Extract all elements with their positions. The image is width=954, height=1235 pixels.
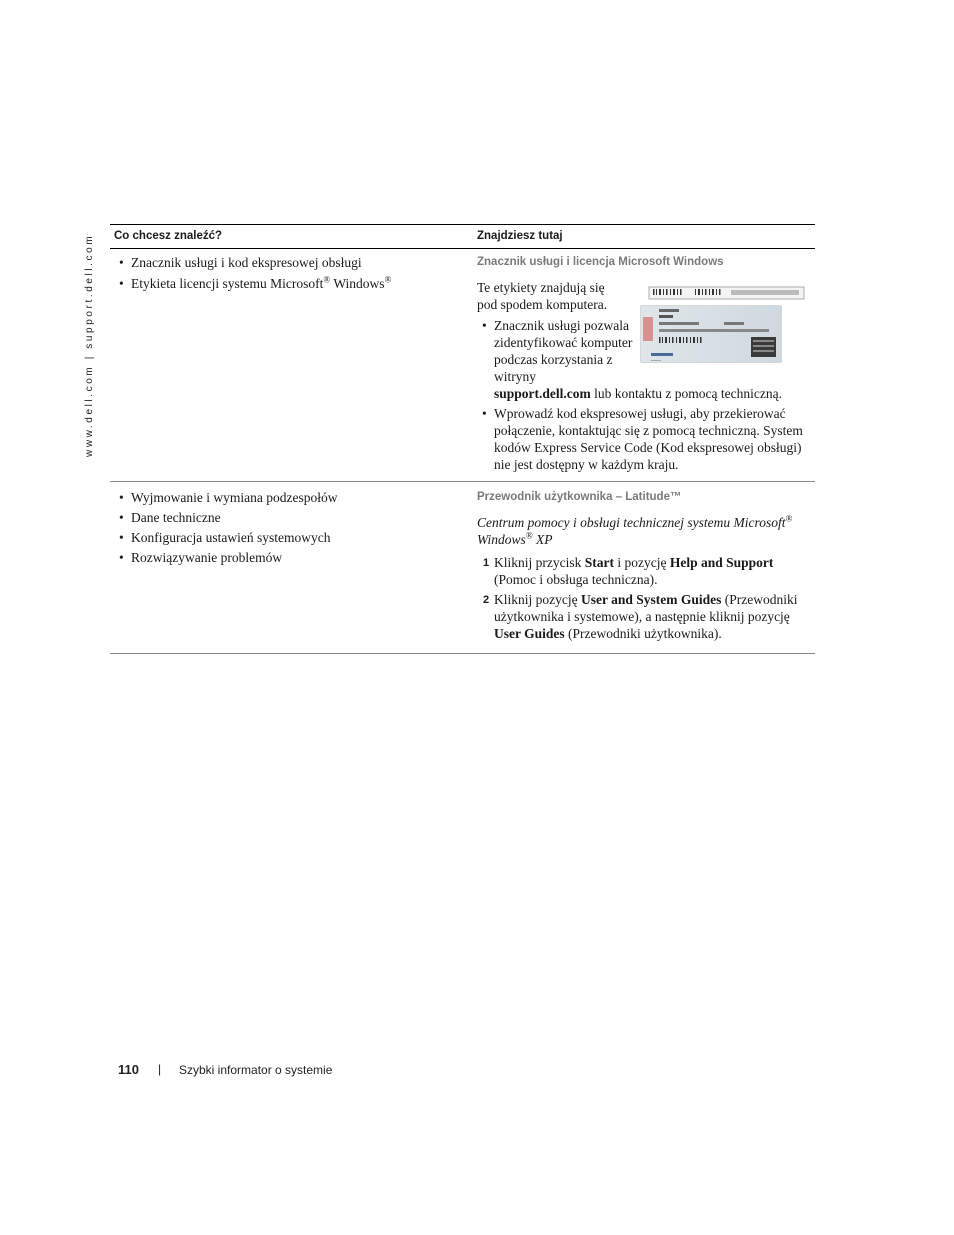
support-url: support.dell.com <box>494 386 591 401</box>
row2-right <box>473 482 815 654</box>
row2-left <box>110 482 473 654</box>
list-item: • Wprowadź kod ekspresowej usługi, aby przekierować połączenie, kontaktując się z pomocą techniczną. System kodów Express Service Code (Kod ekspresowej obsługi) nie jest dostępny w każdym kraju. <box>477 405 811 473</box>
list-item: • Konfiguracja ustawień systemowych <box>114 529 469 546</box>
table-row <box>110 249 815 482</box>
header-what: Co chcesz znaleźć? <box>110 225 473 249</box>
footer-title: Szybki informator o systemie <box>179 1063 333 1077</box>
row1-right <box>473 249 815 482</box>
list-item: • Dane techniczne <box>114 509 469 526</box>
info-table <box>110 224 815 654</box>
table-row <box>110 482 815 654</box>
footer-separator: | <box>158 1062 162 1076</box>
list-item: • Etykieta licencji systemu Microsoft® Windows® <box>114 275 469 292</box>
list-item: • Znacznik usługi pozwala zidentyfikować komputer podczas korzystania z witryny support.dell.com lub kontaktu z pomocą techniczną. <box>477 317 811 402</box>
list-item: • Rozwiązywanie problemów <box>114 549 469 566</box>
section-heading: Przewodnik użytkownika – Latitude™ <box>477 491 682 503</box>
header-where: Znajdziesz tutaj <box>473 225 815 249</box>
step-item: 1 Kliknij przycisk Start i pozycję Help and Support (Pomoc i obsługa techniczna). <box>483 555 774 587</box>
registered-mark: ® <box>384 274 392 285</box>
registered-mark: ® <box>785 513 793 524</box>
intro-text: Te etykiety znajdują się pod spodem komputera. <box>477 280 608 312</box>
row1-left <box>110 249 473 482</box>
help-center-title: Centrum pomocy i obsługi technicznej systemu Microsoft® Windows® XP <box>477 513 793 547</box>
list-item: • Wyjmowanie i wymiana podzespołów <box>114 489 469 506</box>
step-item: 2 Kliknij pozycję User and System Guides (Przewodniki użytkownika i systemowe), a następnie kliknij pozycję User Guides (Przewodniki użytkownika). <box>483 592 798 641</box>
side-url: www.dell.com | support.dell.com <box>84 233 95 457</box>
page-number: 110 <box>118 1062 139 1077</box>
section-heading: Znacznik usługi i licencja Microsoft Windows <box>477 256 724 268</box>
list-item: • Znacznik usługi i kod ekspresowej obsługi <box>114 254 469 271</box>
registered-mark: ® <box>323 274 331 285</box>
registered-mark: ® <box>525 530 533 541</box>
